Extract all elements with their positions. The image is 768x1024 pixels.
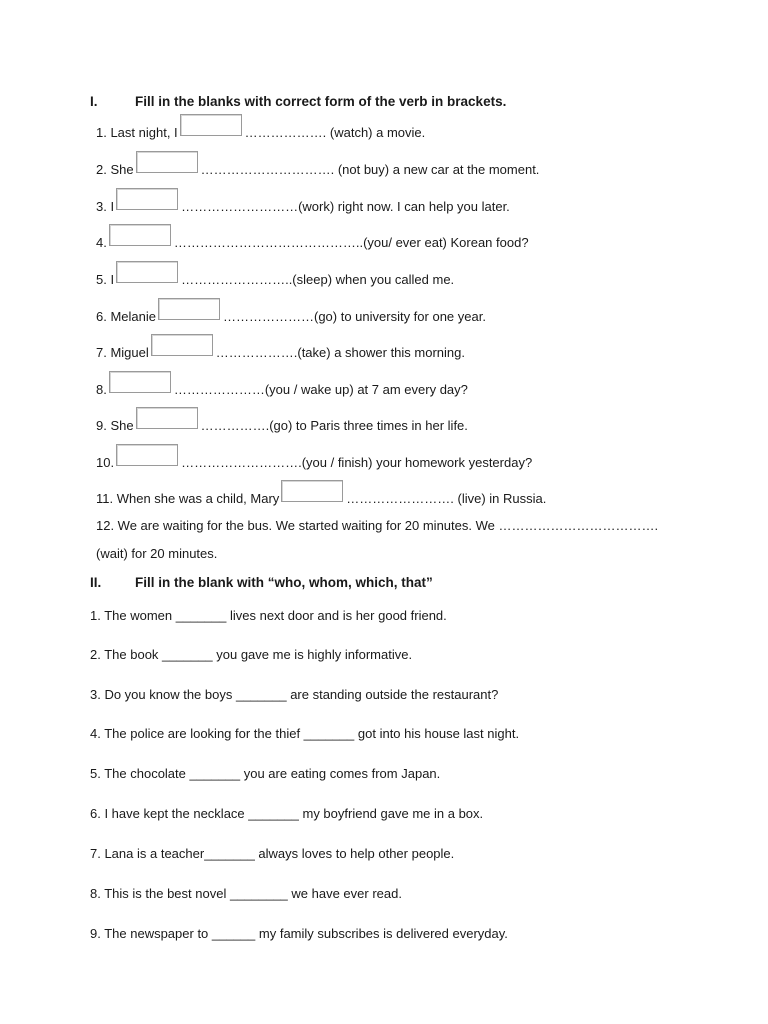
exercise-2-item-1: 1. The women _______ lives next door and is her good friend. xyxy=(90,608,447,623)
exercise-2-item-7: 7. Lana is a teacher_______ always loves to help other people. xyxy=(90,846,455,861)
exercise-2-item-3: 3. Do you know the boys _______ are standing outside the restaurant? xyxy=(90,687,499,702)
section-2-number: II. xyxy=(90,575,102,590)
item-prefix: 3. I xyxy=(96,199,115,214)
answer-box-3[interactable] xyxy=(116,188,178,210)
item-suffix: ……………………. (live) in Russia. xyxy=(346,491,547,506)
answer-box-11[interactable] xyxy=(281,480,343,502)
item-suffix: ……………………….(you / finish) your homework yesterday? xyxy=(181,455,533,470)
item-prefix: 11. When she was a child, Mary xyxy=(96,491,280,506)
exercise-2-item-6: 6. I have kept the necklace _______ my boyfriend gave me in a box. xyxy=(90,806,484,821)
exercise-1-item-2 xyxy=(96,159,539,181)
exercise-2-item-8: 8. This is the best novel ________ we have ever read. xyxy=(90,886,402,901)
exercise-1-item-11 xyxy=(96,488,546,510)
exercise-2-item-5: 5. The chocolate _______ you are eating comes from Japan. xyxy=(90,766,441,781)
answer-box-5[interactable] xyxy=(116,261,178,283)
item-prefix: 7. Miguel xyxy=(96,345,149,360)
exercise-2-item-2: 2. The book _______ you gave me is highly informative. xyxy=(90,647,413,662)
item-suffix: …………….(go) to Paris three times in her life. xyxy=(200,418,468,433)
answer-box-2[interactable] xyxy=(136,151,198,173)
exercise-1-item-8 xyxy=(96,379,468,401)
section-1-number: I. xyxy=(90,94,98,109)
exercise-2-item-4: 4. The police are looking for the thief _______ got into his house last night. xyxy=(90,726,520,741)
item-prefix: 2. She xyxy=(96,162,134,177)
exercise-1-item-7 xyxy=(96,342,465,364)
item-prefix: 9. She xyxy=(96,418,134,433)
answer-box-7[interactable] xyxy=(151,334,213,356)
section-2-heading xyxy=(90,575,690,595)
answer-box-4[interactable] xyxy=(109,224,171,246)
exercise-1-item-3 xyxy=(96,196,510,218)
answer-box-9[interactable] xyxy=(136,407,198,429)
item-suffix: ………………………(work) right now. I can help you later. xyxy=(181,199,510,214)
item-prefix: 8. xyxy=(96,382,107,397)
section-1-heading xyxy=(90,94,690,114)
section-1-title: Fill in the blanks with correct form of the verb in brackets. xyxy=(135,94,507,109)
exercise-1-item-12-line-1: 12. We are waiting for the bus. We started waiting for 20 minutes. We ………………………………. xyxy=(96,518,659,533)
item-prefix: 6. Melanie xyxy=(96,309,156,324)
exercise-1-item-4 xyxy=(96,232,529,254)
item-suffix: ………………. (watch) a movie. xyxy=(244,125,426,140)
item-suffix: …………………(go) to university for one year. xyxy=(222,309,486,324)
exercise-1-item-12-line-2: (wait) for 20 minutes. xyxy=(96,546,218,561)
answer-box-8[interactable] xyxy=(109,371,171,393)
item-suffix: …………………………. (not buy) a new car at the moment. xyxy=(200,162,540,177)
exercise-1-item-1 xyxy=(96,122,425,144)
exercise-1-item-5 xyxy=(96,269,454,291)
item-prefix: 4. xyxy=(96,235,107,250)
item-suffix: …………………(you / wake up) at 7 am every day? xyxy=(173,382,468,397)
answer-box-6[interactable] xyxy=(158,298,220,320)
item-prefix: 10. xyxy=(96,455,115,470)
item-suffix: ……………….(take) a shower this morning. xyxy=(215,345,465,360)
exercise-1-item-6 xyxy=(96,306,486,328)
section-2-title: Fill in the blank with “who, whom, which, that” xyxy=(135,575,433,590)
exercise-1-item-10 xyxy=(96,452,532,474)
item-suffix: ……………………………………..(you/ ever eat) Korean food? xyxy=(173,235,529,250)
answer-box-10[interactable] xyxy=(116,444,178,466)
item-prefix: 5. I xyxy=(96,272,115,287)
item-suffix: ……………………..(sleep) when you called me. xyxy=(181,272,455,287)
item-prefix: 1. Last night, I xyxy=(96,125,178,140)
answer-box-1[interactable] xyxy=(180,114,242,136)
exercise-2-item-9: 9. The newspaper to ______ my family subscribes is delivered everyday. xyxy=(90,926,508,941)
exercise-1-item-9 xyxy=(96,415,468,437)
